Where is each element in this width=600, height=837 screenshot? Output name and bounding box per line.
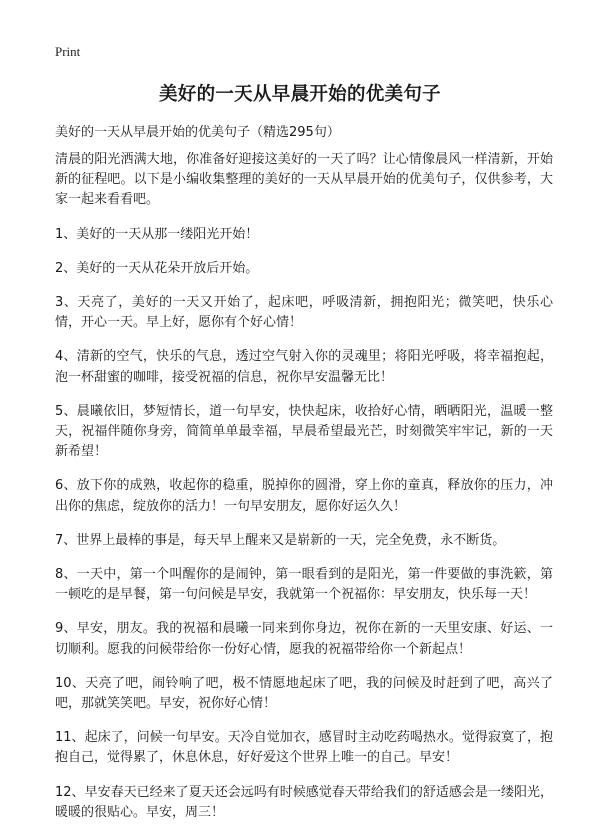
article-body	[55, 150, 553, 837]
list-item: 10、天亮了吧，闹铃响了吧，极不情愿地起床了吧，我的问候及时赶到了吧，高兴了吧，那就笑笑吧。早安，祝你好心情！	[55, 675, 553, 712]
list-item: 5、晨曦依旧，梦短情长，道一句早安，快快起床，收拾好心情，晒晒阳光，温暖一整天，祝福伴随你身旁，简简单单最幸福，早晨希望最光芒，时刻微笑牢牢记，新的一天新希望！	[55, 403, 553, 460]
list-item: 12、早安春天已经来了夏天还会远吗有时候感觉春天带给我们的舒适感会是一缕阳光，暖暖的很贴心。早安，周三！	[55, 784, 553, 820]
print-link[interactable]: Print	[55, 44, 81, 59]
list-item: 1、美好的一天从那一缕阳光开始！	[55, 226, 259, 242]
list-item: 2、美好的一天从花朵开放后开始。	[55, 260, 259, 276]
page-title: 美好的一天从早晨开始的优美句子	[158, 84, 441, 105]
list-item: 8、一天中，第一个叫醒你的是闹钟，第一眼看到的是阳光，第一件要做的事洗簌，第一顿吃的是早餐，第一句问候是早安，我就第一个祝福你：早安朋友，快乐每一天！	[55, 567, 553, 603]
list-item: 3、天亮了，美好的一天又开始了，起床吧，呼吸清新，拥抱阳光；微笑吧，快乐心情，开心一天。早上好，愿你有个好心情！	[55, 295, 553, 331]
list-item: 7、世界上最棒的事是，每天早上醒来又是崭新的一天，完全免费，永不断货。	[55, 532, 506, 548]
list-item: 11、起床了，问候一句早安。天冷自觉加衣，感冒时主动吃药喝热水。觉得寂寞了，抱抱自己，觉得累了，休息休息，好好爱这个世界上唯一的自己。早安！	[55, 730, 553, 766]
list-item: 4、清新的空气，快乐的气息，透过空气射入你的灵魂里；将阳光呼吸，将幸福抱起，泡一杯甜蜜的咖啡，接受祝福的信息，祝你早安温馨无比！	[55, 349, 553, 385]
article-subtitle: 美好的一天从早晨开始的优美句子（精选295句）	[55, 125, 340, 140]
intro-paragraph: 清晨的阳光洒满大地，你准备好迎接这美好的一天了吗？让心情像晨风一样清新，开始新的征程吧。以下是小编收集整理的美好的一天从早晨开始的优美句子，仅供参考，大家一起来看看吧。	[55, 152, 553, 208]
list-item: 6、放下你的成熟，收起你的稳重，脱掉你的圆滑，穿上你的童真，释放你的压力，冲出你的焦虑，绽放你的活力！一句早安朋友，愿你好运久久！	[55, 478, 553, 514]
list-item: 9、早安，朋友。我的祝福和晨曦一同来到你身边，祝你在新的一天里安康、好运、一切顺利。愿我的问候带给你一份好心情，愿我的祝福带给你一个新起点！	[55, 621, 553, 657]
